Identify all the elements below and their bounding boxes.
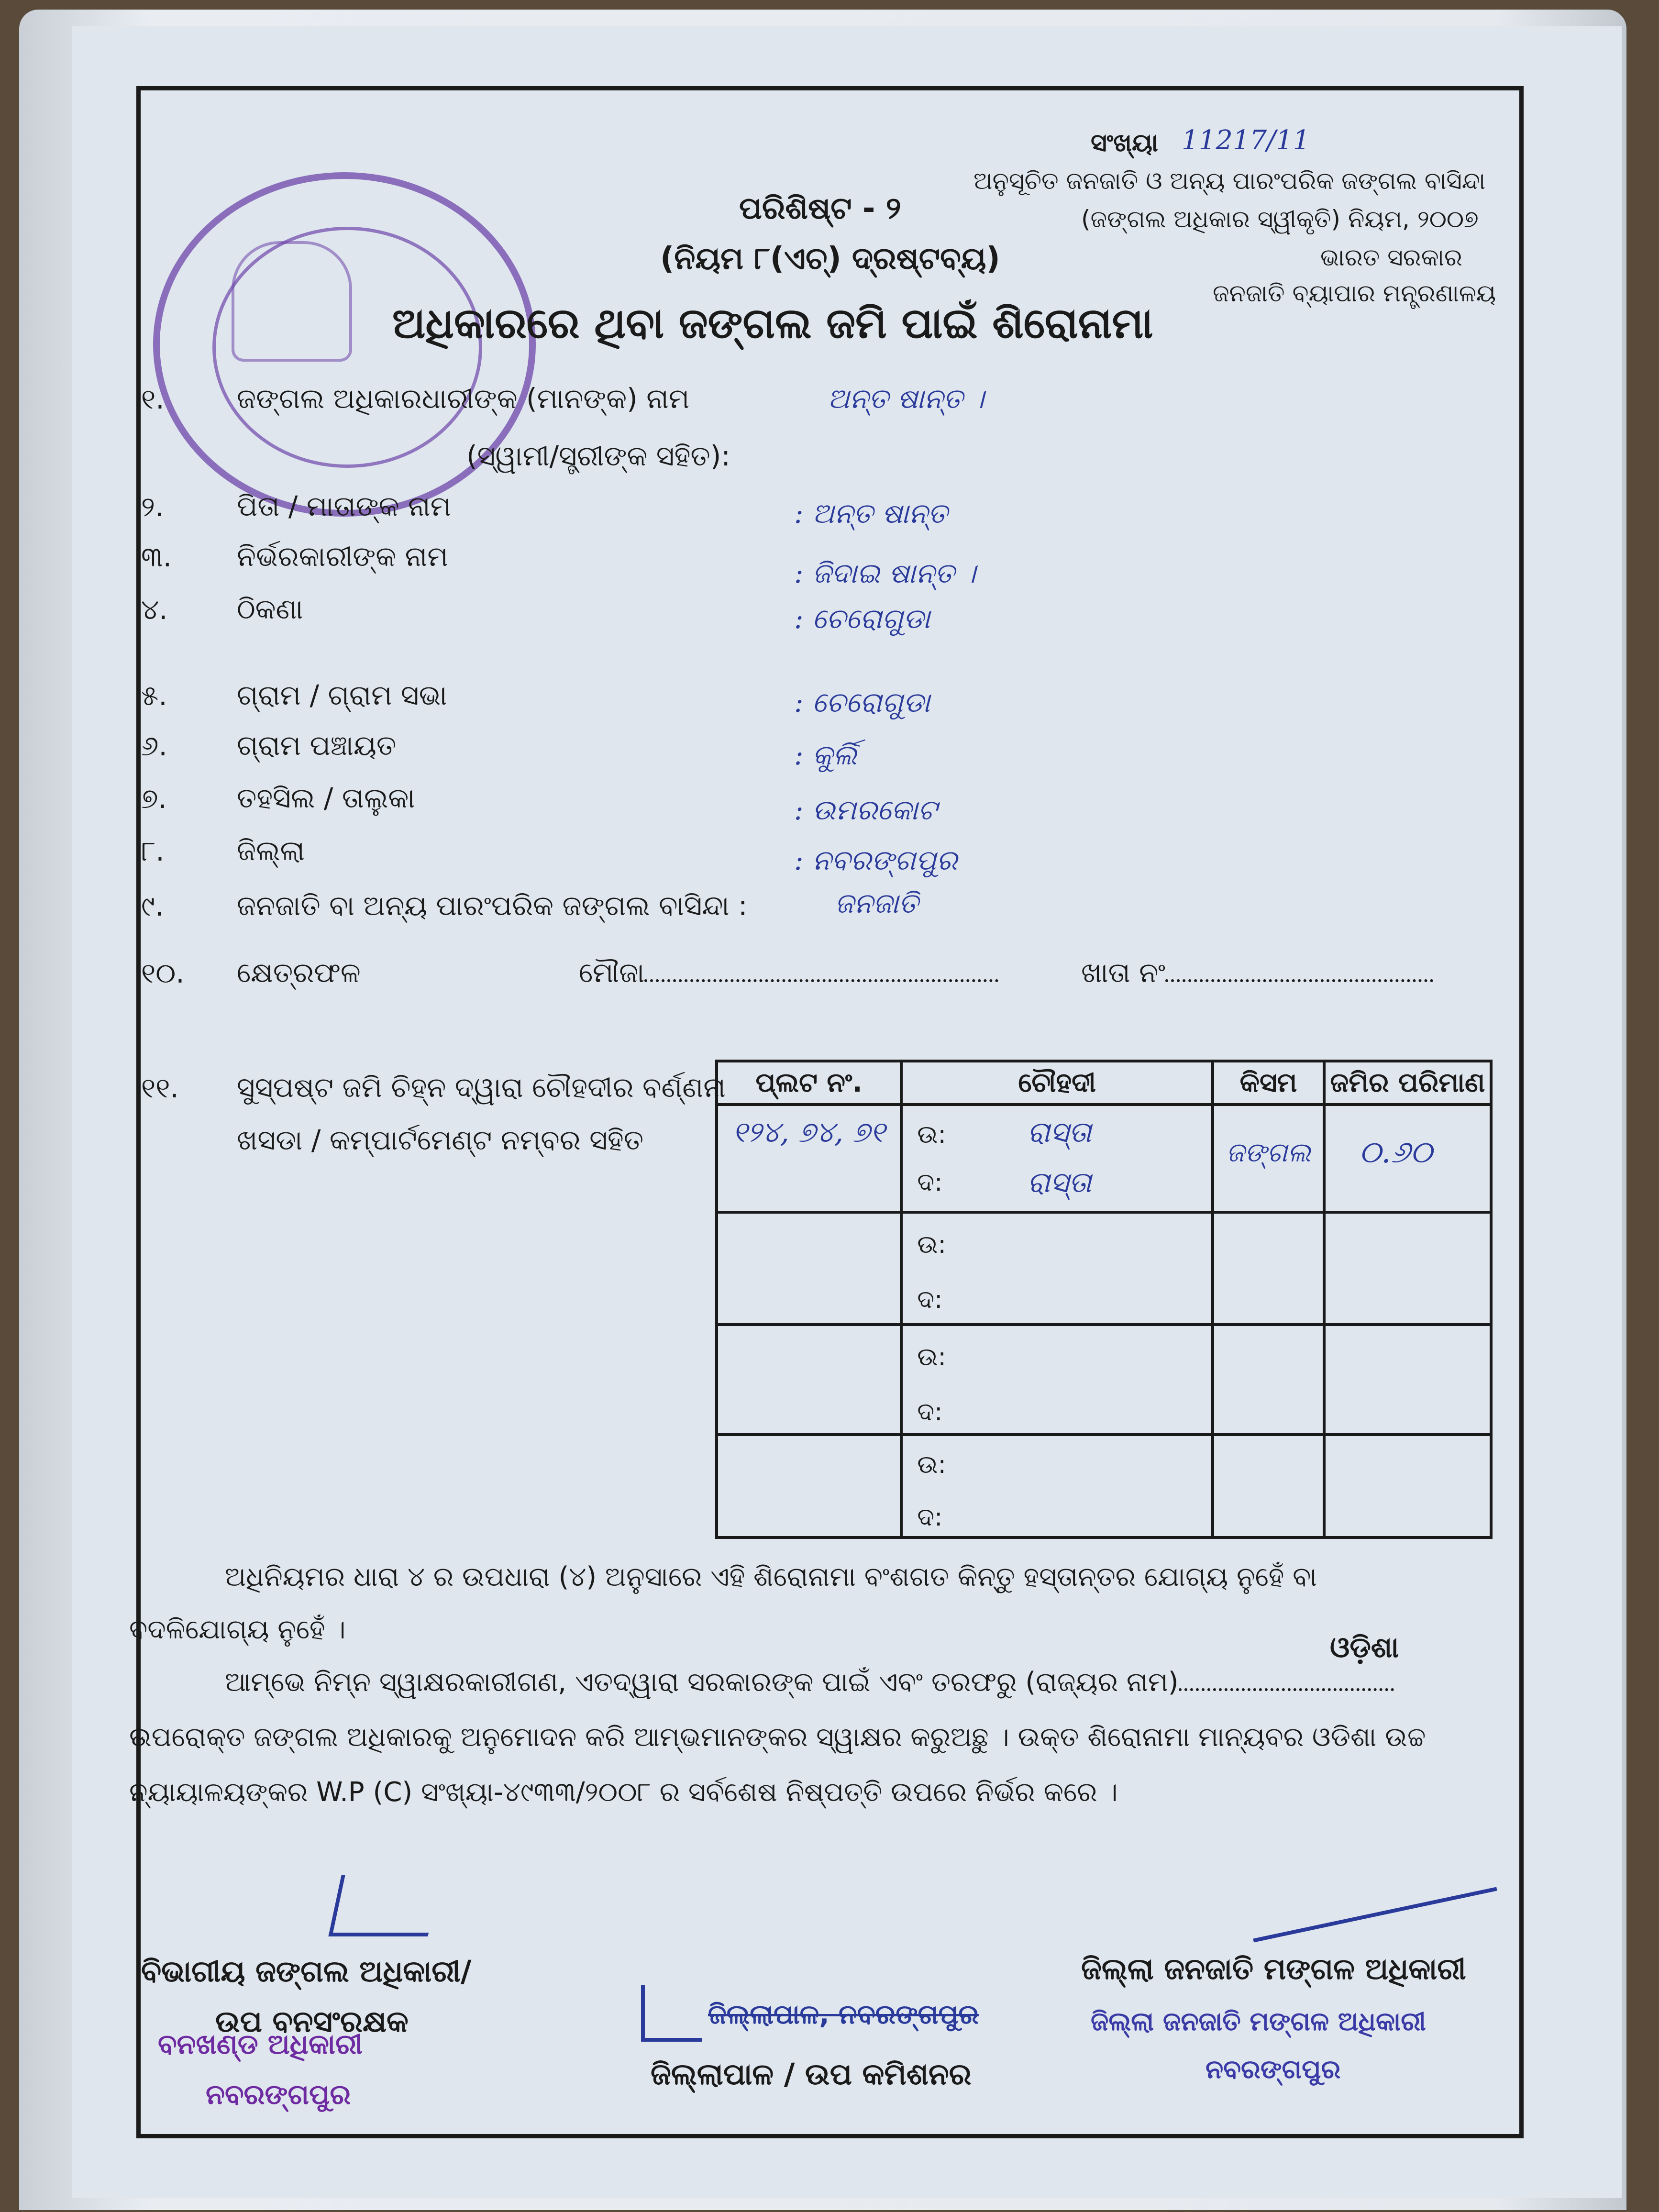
kisam-cell bbox=[1213, 1325, 1324, 1435]
field-1-label-2: (ସ୍ୱାମୀ/ସ୍ତ୍ରୀଙ୍କ ସହିତ): bbox=[466, 440, 730, 472]
field-5-label: ଗ୍ରାମ / ଗ୍ରାମ ସଭା bbox=[237, 679, 447, 711]
boundary-cell bbox=[901, 1105, 1213, 1212]
right-place: ନବରଙ୍ଗପୁର bbox=[1206, 2054, 1341, 2084]
north-label: ଉ: bbox=[917, 1230, 947, 1259]
south-value: ରାସ୍ତା bbox=[1027, 1166, 1092, 1199]
appendix-label: ପରିଶିଷ୍ଟ - ୨ bbox=[739, 191, 901, 226]
khata-blank bbox=[1165, 979, 1433, 982]
field-2-number: ୨. bbox=[141, 490, 164, 523]
national-emblem-icon bbox=[232, 241, 352, 362]
state-name-blank bbox=[1179, 1688, 1394, 1691]
field-10-label: କ୍ଷେତ୍ରଫଳ bbox=[237, 956, 361, 989]
left-signatory-title: ବିଭାଗୀୟ ଜଙ୍ଗଲ ଅଧିକାରୀ/ bbox=[141, 1954, 472, 1989]
south-label: ଦ: bbox=[917, 1168, 943, 1197]
boundary-table bbox=[715, 1060, 1493, 1539]
field-5-number: ୫. bbox=[141, 679, 167, 712]
field-3-label: ନିର୍ଭରକାରୀଙ୍କ ନାମ bbox=[237, 540, 448, 573]
table-row bbox=[717, 1105, 1491, 1212]
field-1-number: ୧. bbox=[141, 383, 165, 415]
number-value: 11217/11 bbox=[1182, 125, 1310, 156]
field-8-label: ଜିଲ୍ଲା bbox=[237, 834, 305, 867]
field-5-value: : ଚେରୋଗୁଡା bbox=[794, 686, 930, 719]
table-header-row bbox=[717, 1061, 1491, 1105]
kisam-cell bbox=[1213, 1212, 1324, 1325]
khata-field bbox=[1081, 957, 1433, 989]
header-land-area: ଜମିର ପରିମାଣ bbox=[1324, 1061, 1491, 1105]
header-boundary: ଚୌହଦୀ bbox=[901, 1061, 1213, 1105]
field-6-number: ୬. bbox=[141, 730, 167, 762]
right-stamp: ଜିଲ୍ଲା ଜନଜାତି ମଙ୍ଗଳ ଅଧିକାରୀ bbox=[1091, 2006, 1426, 2036]
plot-cell bbox=[717, 1105, 901, 1212]
left-signatory-title-2: ଉପ ବନସଂରକ୍ଷକ bbox=[215, 2004, 409, 2039]
boundary-cell bbox=[901, 1435, 1213, 1537]
area-cell bbox=[1324, 1435, 1491, 1537]
north-value: ରାସ୍ତା bbox=[1027, 1116, 1092, 1149]
state-name-value: ଓଡ଼ିଶା bbox=[1330, 1631, 1399, 1664]
table-row bbox=[717, 1325, 1491, 1435]
field-9-number: ୯. bbox=[141, 890, 164, 922]
center-stamp: ଜିଲ୍ଲାପାଳ, ନବରଙ୍ଗପୁର bbox=[708, 1999, 979, 2030]
paragraph-2-line-3: ନ୍ୟାୟାଳୟଙ୍କର W.P (C) ସଂଖ୍ୟା-୪୯୩୩/୨୦୦୮ ର ସର୍ବଶେଷ ନିଷ୍ପତ୍ତି ଉପରେ ନିର୍ଭର କରେ । bbox=[129, 1777, 1118, 1808]
north-label: ଉ: bbox=[917, 1450, 947, 1479]
boundary-cell bbox=[901, 1325, 1213, 1435]
mouza-label: ମୌଜା bbox=[579, 956, 645, 989]
field-4-label: ଠିକଣା bbox=[237, 593, 303, 625]
page-title: ଅଧିକାରରେ ଥିବା ଜଙ୍ଗଲ ଜମି ପାଇଁ ଶିରୋନାମା bbox=[392, 299, 1153, 348]
north-label: ଉ: bbox=[917, 1120, 947, 1149]
field-10-number: ୧୦. bbox=[141, 957, 185, 989]
field-6-label: ଗ୍ରାମ ପଞ୍ଚାୟତ bbox=[237, 729, 397, 762]
header-kisam: କିସମ bbox=[1213, 1061, 1324, 1105]
area-cell bbox=[1324, 1105, 1491, 1212]
field-7-number: ୭. bbox=[141, 782, 167, 815]
field-3-value: : ଜିଦାଇ ଷାନ୍ତ । bbox=[794, 557, 976, 589]
plot-value: ୧୨୪, ୭୪, ୭୧ bbox=[732, 1116, 885, 1149]
signature-left bbox=[328, 1875, 441, 1936]
south-label: ଦ: bbox=[917, 1503, 943, 1532]
rule-reference: (ନିୟମ ୮(ଏଚ୍) ଦ୍ରଷ୍ଟବ୍ୟ) bbox=[660, 241, 1000, 276]
field-1-label: ଜଙ୍ଗଲ ଅଧିକାରଧାରୀଙ୍କ (ମାନଙ୍କ) ନାମ bbox=[237, 382, 690, 415]
khata-label: ଖାତା ନଂ bbox=[1081, 956, 1166, 989]
field-7-value: : ଉମରକୋଟ bbox=[794, 794, 937, 826]
kisam-value: ଜଙ୍ଗଲ bbox=[1226, 1137, 1311, 1168]
south-label: ଦ: bbox=[917, 1285, 943, 1314]
field-4-number: ୪. bbox=[141, 593, 168, 626]
field-8-value: : ନବରଙ୍ଗପୁର bbox=[794, 844, 958, 876]
field-1-value: ଅନ୍ତ ଷାନ୍ତ । bbox=[828, 382, 984, 415]
area-cell bbox=[1324, 1212, 1491, 1325]
field-11-number: ୧୧. bbox=[141, 1072, 179, 1104]
act-line-3: ଭାରତ ସରକାର bbox=[1320, 243, 1462, 271]
plot-cell bbox=[717, 1212, 901, 1325]
field-7-label: ତହସିଲ / ତାଲୁକା bbox=[237, 782, 415, 814]
mouza-field bbox=[579, 957, 998, 989]
south-label: ଦ: bbox=[917, 1398, 943, 1427]
paragraph-1-line-2: ବଦଳିଯୋଗ୍ୟ ନୁହେଁ । bbox=[129, 1614, 346, 1645]
act-line-4: ଜନଜାତି ବ୍ୟାପାର ମନ୍ତ୍ରଣାଳୟ bbox=[1213, 279, 1496, 307]
field-9-value: ଜନଜାତି bbox=[835, 887, 918, 919]
field-4-value: : ଚେରୋଗୁଡା bbox=[794, 602, 930, 635]
number-label: ସଂଖ୍ୟା bbox=[1091, 129, 1158, 157]
act-line-1: ଅନୁସୂଚିତ ଜନଜାତି ଓ ଅନ୍ୟ ପାରଂପରିକ ଜଙ୍ଗଲ ବାସିନ୍ଦା bbox=[973, 167, 1486, 195]
paragraph-1-line-1: ଅଧିନିୟମର ଧାରା ୪ ର ଉପଧାରା (୪) ଅନୁସାରେ ଏହି ଶିରୋନାମା ବଂଶଗତ କିନ୍ତୁ ହସ୍ତାନ୍ତର ଯୋଗ୍ୟ ନୁହେଁ ବା bbox=[225, 1561, 1317, 1593]
mouza-blank bbox=[644, 979, 998, 982]
plot-cell bbox=[717, 1435, 901, 1537]
field-6-value: : କୁର୍ଲି bbox=[794, 739, 857, 771]
boundary-cell bbox=[901, 1212, 1213, 1325]
field-8-number: ୮. bbox=[141, 835, 165, 867]
field-2-value: : ଅନ୍ତ ଷାନ୍ତ bbox=[794, 497, 948, 530]
center-signatory-title: ଜିଲ୍ଲାପାଳ / ଉପ କମିଶନର bbox=[651, 2057, 972, 2091]
field-2-label: ପିତା / ମାତାଙ୍କ ନାମ bbox=[237, 490, 451, 522]
area-cell bbox=[1324, 1325, 1491, 1435]
kisam-cell bbox=[1213, 1435, 1324, 1537]
signature-center bbox=[641, 1985, 702, 2042]
header-plot-no: ପ୍ଲଟ ନଂ. bbox=[717, 1061, 901, 1105]
paragraph-2-line-2: ଉପରୋକ୍ତ ଜଙ୍ଗଲ ଅଧିକାରକୁ ଅନୁମୋଦନ କରି ଆମ୍ଭମାନଙ୍କର ସ୍ୱାକ୍ଷର କରୁଅଛୁ । ଉକ୍ତ ଶିରୋନାମା ମାନ୍ୟବର ଓଡିଶା ଉଚ୍ଚ bbox=[129, 1722, 1426, 1753]
field-11-label-2: ଖସଡା / କମ୍ପାର୍ଟମେଣ୍ଟ ନମ୍ବର ସହିତ bbox=[237, 1124, 644, 1156]
field-3-number: ୩. bbox=[141, 541, 172, 573]
table-row bbox=[717, 1212, 1491, 1325]
paragraph-2-text: ଆମ୍ଭେ ନିମ୍ନ ସ୍ୱାକ୍ଷରକାରୀଗଣ, ଏତଦ୍ୱାରା ସରକାରଙ୍କ ପାଇଁ ଏବଂ ତରଫରୁ (ରାଜ୍ୟର ନାମ) bbox=[225, 1667, 1179, 1698]
area-value: ୦.୬୦ bbox=[1359, 1135, 1433, 1170]
field-11-label-1: ସୁସ୍ପଷ୍ଟ ଜମି ଚିହ୍ନ ଦ୍ୱାରା ଚୌହଦୀର ବର୍ଣ୍ଣନା bbox=[237, 1071, 726, 1104]
north-label: ଉ: bbox=[917, 1343, 947, 1371]
paragraph-2-line-1 bbox=[225, 1667, 1394, 1698]
left-place: ନବରଙ୍ଗପୁର bbox=[206, 2078, 351, 2111]
table-row bbox=[717, 1435, 1491, 1537]
left-stamp: ବନଖଣ୍ଡ ଅଧିକାରୀ bbox=[158, 2028, 363, 2060]
field-9-label: ଜନଜାତି ବା ଅନ୍ୟ ପାରଂପରିକ ଜଙ୍ଗଲ ବାସିନ୍ଦା : bbox=[237, 889, 748, 922]
kisam-cell bbox=[1213, 1105, 1324, 1212]
act-line-2: (ଜଙ୍ଗଲ ଅଧିକାର ସ୍ୱୀକୃତି) ନିୟମ, ୨୦୦୭ bbox=[1081, 205, 1479, 233]
right-signatory-title: ଜିଲ୍ଲା ଜନଜାତି ମଙ୍ଗଳ ଅଧିକାରୀ bbox=[1081, 1951, 1466, 1986]
plot-cell bbox=[717, 1325, 901, 1435]
